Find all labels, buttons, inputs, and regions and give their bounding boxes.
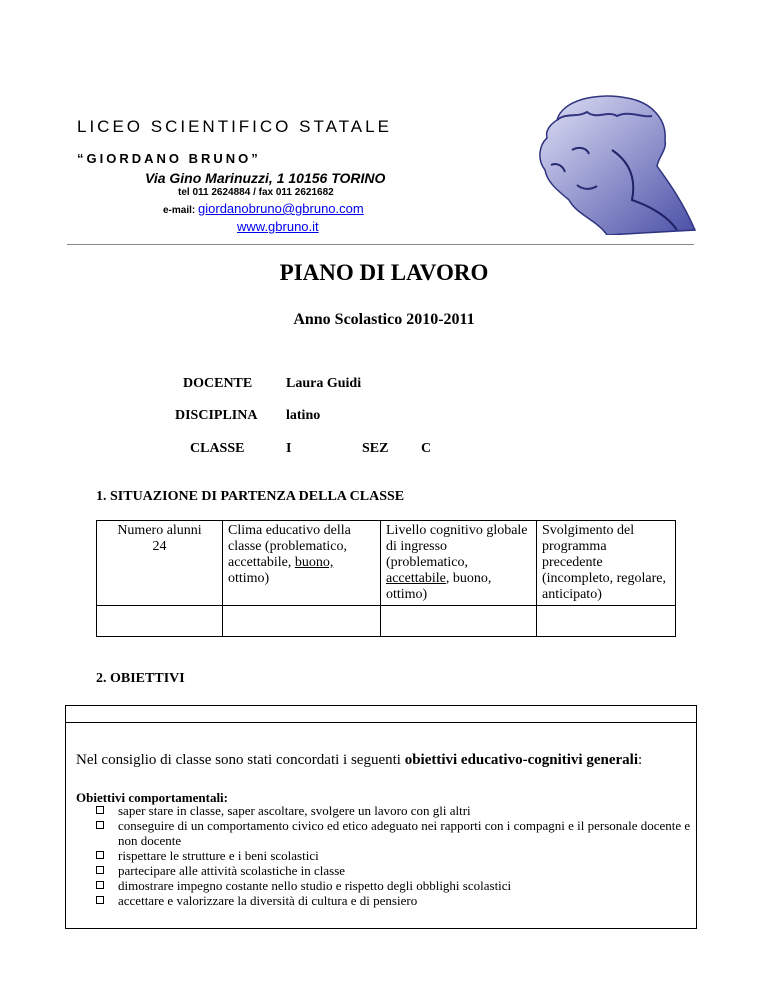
docente-value: Laura Guidi xyxy=(286,376,362,391)
intro-text: Nel consiglio di classe sono stati concordati i seguenti xyxy=(76,752,405,768)
list-item xyxy=(96,848,696,863)
school-email-line xyxy=(163,201,364,216)
header-divider xyxy=(67,244,694,245)
situation-table xyxy=(96,520,676,637)
school-phone: tel 011 2624884 / fax 011 2621682 xyxy=(178,187,334,198)
list-item-text: accettare e valorizzare la diversità di cultura e di pensiero xyxy=(118,893,418,908)
checkbox-bullet-icon xyxy=(96,821,104,829)
classe-label: CLASSE xyxy=(190,441,245,456)
disciplina-label: DISCIPLINA xyxy=(175,408,258,423)
section1-title: 1. SITUAZIONE DI PARTENZA DELLA CLASSE xyxy=(96,489,405,504)
table-row xyxy=(97,606,676,637)
list-item-text: saper stare in classe, saper ascoltare, svolgere un lavoro con gli altri xyxy=(118,803,471,818)
table-cell-students xyxy=(97,521,223,606)
students-label: Numero alunni xyxy=(117,523,202,538)
school-subname: “GIORDANO BRUNO” xyxy=(77,151,261,166)
table-cell-empty xyxy=(97,606,223,637)
school-name: LICEO SCIENTIFICO STATALE xyxy=(77,117,392,136)
list-item-text: rispettare le strutture e i beni scolastici xyxy=(118,848,319,863)
page-title: PIANO DI LAVORO xyxy=(279,260,489,285)
list-item xyxy=(96,803,696,818)
list-item xyxy=(96,893,696,908)
climate-text-end: ottimo) xyxy=(228,571,270,586)
checkbox-bullet-icon xyxy=(96,851,104,859)
website-link[interactable]: www.gbruno.it xyxy=(237,219,319,234)
students-count: 24 xyxy=(152,539,167,554)
school-address: Via Gino Marinuzzi, 1 10156 TORINO xyxy=(145,170,386,186)
list-item-text: dimostrare impegno costante nello studio e rispetto degli obblighi scolastici xyxy=(118,878,512,893)
table-cell-empty xyxy=(381,606,537,637)
objectives-intro xyxy=(76,752,642,769)
intro-colon: : xyxy=(638,752,643,768)
checkbox-bullet-icon xyxy=(96,881,104,889)
level-selected: accettabile xyxy=(386,571,446,586)
checkbox-bullet-icon xyxy=(96,866,104,874)
docente-label: DOCENTE xyxy=(183,376,253,391)
table-cell-level xyxy=(381,521,537,606)
checkbox-bullet-icon xyxy=(96,896,104,904)
objectives-box-header xyxy=(66,706,696,723)
table-cell-empty xyxy=(537,606,676,637)
table-row xyxy=(97,521,676,606)
sez-value: C xyxy=(421,441,432,456)
classe-value: I xyxy=(286,441,292,456)
list-item xyxy=(96,863,696,878)
list-item xyxy=(96,818,696,848)
school-year: Anno Scolastico 2010-2011 xyxy=(293,311,475,328)
table-cell-program xyxy=(537,521,676,606)
climate-text: Clima educativo della classe (problematico, accettabile, xyxy=(228,523,351,570)
level-text-end: , buono, ottimo) xyxy=(386,571,492,602)
list-item xyxy=(96,878,696,893)
table-cell-empty xyxy=(223,606,381,637)
bust-logo-icon xyxy=(517,90,697,235)
checkbox-bullet-icon xyxy=(96,806,104,814)
intro-bold: obiettivi educativo-cognitivi generali xyxy=(404,752,638,768)
list-item-text: partecipare alle attività scolastiche in classe xyxy=(118,863,346,878)
program-text: Svolgimento del programma precedente (incompleto, regolare, anticipato) xyxy=(542,523,667,602)
email-link[interactable]: giordanobruno@gbruno.com xyxy=(198,201,364,216)
objectives-list xyxy=(96,803,696,908)
level-text: Livello cognitivo globale di ingresso (problematico, xyxy=(386,523,528,570)
climate-selected: buono, xyxy=(294,555,334,570)
objectives-subtitle: Obiettivi comportamentali: xyxy=(76,790,228,805)
table-cell-climate xyxy=(223,521,381,606)
disciplina-value: latino xyxy=(286,408,321,423)
sez-label: SEZ xyxy=(362,441,389,456)
email-label: e-mail: xyxy=(163,205,196,216)
list-item-text: conseguire di un comportamento civico ed etico adeguato nei rapporti con i compagni e il personale docente e non docente xyxy=(118,818,691,848)
section2-title: 2. OBIETTIVI xyxy=(96,671,185,686)
